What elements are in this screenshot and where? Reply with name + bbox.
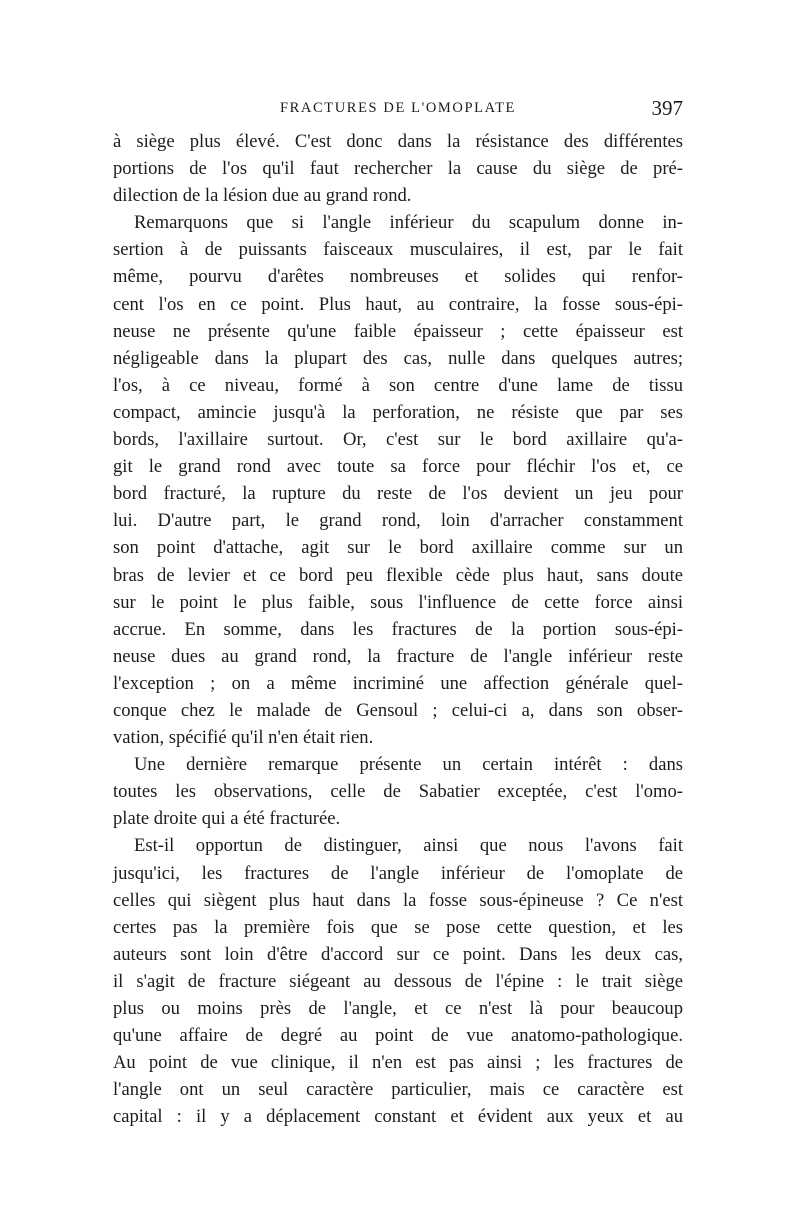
text-line: neuse dues au grand rond, la fracture de l'angle inférieur reste (113, 645, 683, 667)
text-line: bord fracturé, la rupture du reste de l'os devient un jeu pour (113, 483, 683, 505)
text-line: plate droite qui a été fracturée. (113, 808, 341, 830)
text-line: Remarquons que si l'angle inférieur du scapulum donne in- (134, 212, 683, 234)
text-line: certes pas la première fois que se pose cette question, et les (113, 916, 683, 938)
text-line: sur le point le plus faible, sous l'influence de cette force ainsi (113, 591, 683, 613)
text-line: vation, spécifié qu'il n'en était rien. (113, 727, 374, 749)
text-line: négligeable dans la plupart des cas, nulle dans quelques autres; (113, 347, 683, 369)
text-line: l'exception ; on a même incriminé une affection générale quel- (113, 672, 683, 694)
running-head (113, 96, 683, 126)
text-line: plus ou moins près de l'angle, et ce n'est là pour beaucoup (113, 998, 683, 1019)
body-text (113, 128, 683, 1130)
text-line: l'angle ont un seul caractère particulier, mais ce caractère est (113, 1079, 683, 1101)
text-line: cent l'os en ce point. Plus haut, au contraire, la fosse sous-épi- (113, 293, 683, 315)
text-line: compact, amincie jusqu'à la perforation, ne résiste que par ses (113, 401, 683, 423)
paragraph (113, 128, 683, 209)
text-line: jusqu'ici, les fractures de l'angle inférieur de l'omoplate de (113, 862, 683, 884)
text-line: Est-il opportun de distinguer, ainsi que nous l'avons fait (134, 835, 683, 857)
paragraph (113, 209, 683, 751)
text-line: son point d'attache, agit sur le bord axillaire comme sur un (113, 537, 683, 559)
text-line: lui. D'autre part, le grand rond, loin d'arracher constamment (113, 510, 683, 532)
text-line: Une dernière remarque présente un certain intérêt : dans (134, 754, 683, 776)
text-line: portions de l'os qu'il faut rechercher la cause du siège de pré- (113, 158, 683, 180)
text-line: capital : il y a déplacement constant et évident aux yeux et au (113, 1106, 683, 1128)
text-line: Au point de vue clinique, il n'en est pas ainsi ; les fractures de (113, 1052, 683, 1074)
text-line: conque chez le malade de Gensoul ; celui-ci a, dans son obser- (113, 699, 683, 721)
text-line: git le grand rond avec toute sa force pour fléchir l'os et, ce (113, 456, 683, 478)
text-line: toutes les observations, celle de Sabatier exceptée, c'est l'omo- (113, 781, 683, 803)
text-line: même, pourvu d'arêtes nombreuses et solides qui renfor- (113, 266, 683, 288)
paragraph (113, 832, 683, 1130)
text-line: bras de levier et ce bord peu flexible cède plus haut, sans doute (113, 564, 683, 586)
running-title: FRACTURES DE L'OMOPLATE (280, 100, 516, 116)
text-line: l'os, à ce niveau, formé à son centre d'une lame de tissu (113, 374, 683, 396)
text-line: sertion à de puissants faisceaux musculaires, il est, par le fait (113, 239, 683, 261)
text-line: auteurs sont loin d'être d'accord sur ce point. Dans les deux cas, (113, 943, 683, 965)
page-number: 397 (651, 96, 683, 120)
text-line: qu'une affaire de degré au point de vue anatomo-pathologique. (113, 1025, 683, 1047)
text-line: à siège plus élevé. C'est donc dans la résistance des différentes (113, 131, 683, 152)
paragraph (113, 751, 683, 832)
text-line: accrue. En somme, dans les fractures de la portion sous-épi- (113, 618, 683, 640)
text-line: bords, l'axillaire surtout. Or, c'est sur le bord axillaire qu'a- (113, 429, 683, 451)
text-line: il s'agit de fracture siégeant au dessous de l'épine : le trait siège (113, 970, 683, 992)
text-line: celles qui siègent plus haut dans la fosse sous-épineuse ? Ce n'est (113, 889, 683, 911)
text-line: neuse ne présente qu'une faible épaisseur ; cette épaisseur est (113, 320, 683, 342)
text-line: dilection de la lésion due au grand rond. (113, 185, 412, 207)
